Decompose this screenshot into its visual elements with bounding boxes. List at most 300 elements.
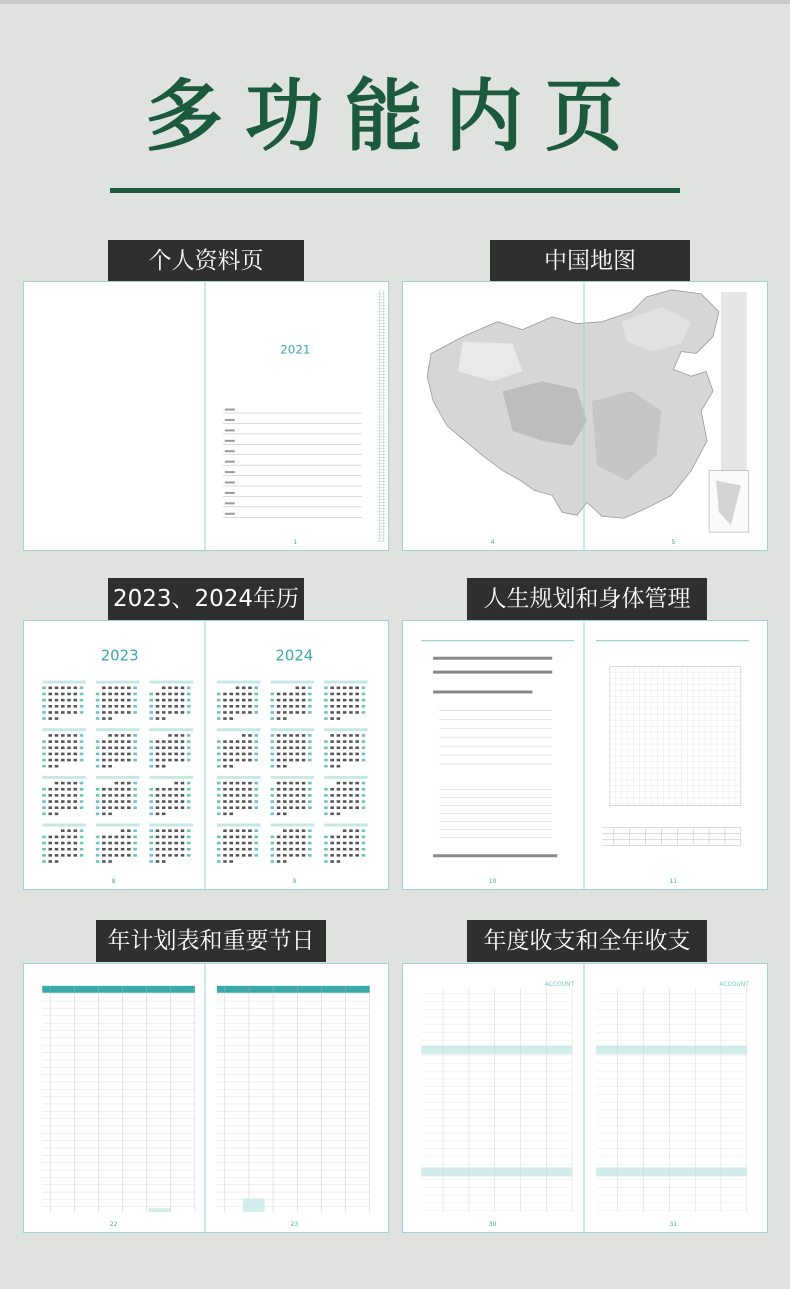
day-cell (324, 753, 328, 756)
day-cell (302, 687, 306, 690)
day-cell (343, 746, 347, 749)
day-cell (254, 800, 258, 803)
day-cell (187, 753, 191, 756)
day-cell (115, 854, 119, 857)
day-cell (121, 788, 125, 791)
day-cell (73, 693, 77, 696)
day-cell (73, 759, 77, 762)
day-cell (96, 699, 100, 702)
day-cell (349, 800, 353, 803)
day-cell (102, 836, 106, 839)
day-cell (248, 693, 252, 696)
day-cell (115, 753, 119, 756)
day-cell (80, 800, 84, 803)
day-cell (362, 746, 366, 749)
day-cell (324, 860, 328, 863)
month-header (217, 728, 261, 731)
day-cell (42, 860, 46, 863)
day-cell (168, 806, 172, 809)
day-cell (108, 765, 112, 768)
day-cell (48, 693, 52, 696)
day-cell (174, 854, 178, 857)
month-header (271, 823, 315, 826)
day-cell (229, 782, 233, 785)
day-cell (67, 699, 71, 702)
day-cell (61, 753, 65, 756)
day-cell (337, 717, 341, 720)
day-cell (289, 759, 293, 762)
day-cell (174, 794, 178, 797)
day-cell (349, 836, 353, 839)
day-cell (48, 717, 52, 720)
day-cell (330, 705, 334, 708)
day-cell (349, 705, 353, 708)
day-cell (254, 794, 258, 797)
day-cell (308, 782, 312, 785)
day-cell (96, 842, 100, 845)
month-header (96, 823, 140, 826)
day-cell (271, 788, 275, 791)
day-cell (283, 765, 287, 768)
day-cell (283, 836, 287, 839)
day-cell (73, 746, 77, 749)
day-cell (168, 740, 172, 743)
month-header (42, 776, 86, 779)
day-cell (223, 740, 227, 743)
day-cell (229, 788, 233, 791)
month-header (324, 776, 368, 779)
day-cell (330, 854, 334, 857)
day-cell (289, 854, 293, 857)
day-cell (277, 848, 281, 851)
day-cell (337, 746, 341, 749)
day-cell (187, 693, 191, 696)
day-cell (127, 794, 131, 797)
day-cell (162, 740, 166, 743)
day-cell (302, 711, 306, 714)
day-cell (330, 836, 334, 839)
day-cell (55, 705, 59, 708)
day-cell (108, 699, 112, 702)
day-cell (127, 788, 131, 791)
day-cell (343, 848, 347, 851)
day-cell (349, 829, 353, 832)
day-cell (149, 717, 153, 720)
day-cell (102, 693, 106, 696)
day-cell (254, 705, 258, 708)
day-cell (289, 734, 293, 737)
day-cell (42, 705, 46, 708)
day-cell (242, 753, 246, 756)
day-cell (67, 854, 71, 857)
day-cell (67, 842, 71, 845)
day-cell (302, 759, 306, 762)
day-cell (174, 753, 178, 756)
day-cell (355, 699, 359, 702)
day-cell (283, 806, 287, 809)
day-cell (236, 800, 240, 803)
day-cell (349, 740, 353, 743)
day-cell (271, 734, 275, 737)
calendar-page-left: 8 (111, 878, 116, 886)
day-cell (283, 740, 287, 743)
day-cell (133, 759, 137, 762)
day-cell (181, 794, 185, 797)
day-cell (277, 711, 281, 714)
day-cell (289, 746, 293, 749)
day-cell (330, 734, 334, 737)
day-cell (187, 794, 191, 797)
day-cell (187, 836, 191, 839)
day-cell (96, 705, 100, 708)
day-cell (174, 848, 178, 851)
day-cell (296, 829, 300, 832)
day-cell (174, 782, 178, 785)
day-cell (73, 705, 77, 708)
day-cell (174, 734, 178, 737)
day-cell (102, 842, 106, 845)
day-cell (127, 806, 131, 809)
day-cell (80, 746, 84, 749)
day-cell (108, 836, 112, 839)
day-cell (283, 854, 287, 857)
day-cell (223, 794, 227, 797)
day-cell (156, 717, 160, 720)
month-header (42, 681, 86, 684)
day-cell (355, 800, 359, 803)
day-cell (67, 740, 71, 743)
day-cell (55, 740, 59, 743)
day-cell (67, 782, 71, 785)
day-cell (181, 711, 185, 714)
day-cell (80, 788, 84, 791)
day-cell (127, 693, 131, 696)
day-cell (271, 848, 275, 851)
day-cell (55, 746, 59, 749)
day-cell (248, 806, 252, 809)
day-cell (42, 813, 46, 816)
day-cell (337, 740, 341, 743)
day-cell (248, 759, 252, 762)
day-cell (296, 788, 300, 791)
day-cell (48, 806, 52, 809)
day-cell (149, 759, 153, 762)
day-cell (330, 860, 334, 863)
day-cell (302, 800, 306, 803)
day-cell (48, 705, 52, 708)
day-cell (343, 788, 347, 791)
day-cell (337, 705, 341, 708)
day-cell (61, 693, 65, 696)
day-cell (61, 782, 65, 785)
day-cell (337, 800, 341, 803)
day-cell (133, 848, 137, 851)
day-cell (349, 842, 353, 845)
day-cell (108, 753, 112, 756)
day-cell (42, 854, 46, 857)
day-cell (349, 711, 353, 714)
day-cell (229, 860, 233, 863)
month-header (324, 728, 368, 731)
day-cell (187, 782, 191, 785)
day-cell (42, 848, 46, 851)
day-cell (67, 788, 71, 791)
day-cell (302, 746, 306, 749)
day-cell (289, 848, 293, 851)
day-cell (229, 800, 233, 803)
day-cell (156, 836, 160, 839)
day-cell (168, 746, 172, 749)
day-cell (223, 860, 227, 863)
day-cell (48, 746, 52, 749)
day-cell (355, 782, 359, 785)
day-cell (223, 711, 227, 714)
day-cell (289, 829, 293, 832)
day-cell (324, 746, 328, 749)
day-cell (73, 848, 77, 851)
day-cell (73, 794, 77, 797)
day-cell (283, 734, 287, 737)
day-cell (236, 753, 240, 756)
day-cell (248, 836, 252, 839)
day-cell (229, 711, 233, 714)
page-title: 多功能内页 (144, 71, 645, 162)
day-cell (162, 717, 166, 720)
day-cell (242, 842, 246, 845)
day-cell (355, 836, 359, 839)
day-cell (277, 782, 281, 785)
day-cell (242, 693, 246, 696)
day-cell (149, 860, 153, 863)
month-header (217, 776, 261, 779)
day-cell (289, 711, 293, 714)
day-cell (355, 794, 359, 797)
day-cell (283, 746, 287, 749)
day-cell (133, 699, 137, 702)
day-cell (343, 753, 347, 756)
day-cell (271, 711, 275, 714)
day-cell (48, 860, 52, 863)
day-cell (362, 699, 366, 702)
day-cell (248, 705, 252, 708)
day-cell (229, 842, 233, 845)
day-cell (162, 711, 166, 714)
day-cell (349, 848, 353, 851)
day-cell (236, 740, 240, 743)
day-cell (223, 854, 227, 857)
day-cell (61, 800, 65, 803)
day-cell (121, 711, 125, 714)
day-cell (330, 813, 334, 816)
day-cell (277, 854, 281, 857)
day-cell (162, 687, 166, 690)
day-cell (217, 746, 221, 749)
day-cell (296, 782, 300, 785)
day-cell (61, 687, 65, 690)
day-cell (121, 746, 125, 749)
day-cell (308, 699, 312, 702)
day-cell (302, 854, 306, 857)
day-cell (108, 687, 112, 690)
day-cell (330, 740, 334, 743)
day-cell (223, 813, 227, 816)
day-cell (229, 717, 233, 720)
day-cell (223, 765, 227, 768)
day-cell (362, 753, 366, 756)
day-cell (73, 782, 77, 785)
day-cell (308, 687, 312, 690)
day-cell (73, 753, 77, 756)
day-cell (330, 788, 334, 791)
day-cell (229, 836, 233, 839)
day-cell (349, 759, 353, 762)
day-cell (55, 836, 59, 839)
day-cell (223, 829, 227, 832)
day-cell (271, 860, 275, 863)
day-cell (73, 854, 77, 857)
day-cell (229, 813, 233, 816)
day-cell (271, 854, 275, 857)
day-cell (61, 854, 65, 857)
day-cell (80, 848, 84, 851)
day-cell (121, 753, 125, 756)
day-cell (277, 800, 281, 803)
profile-field-label (225, 440, 235, 442)
day-cell (133, 746, 137, 749)
day-cell (277, 788, 281, 791)
day-cell (73, 788, 77, 791)
day-cell (229, 806, 233, 809)
day-cell (349, 746, 353, 749)
day-cell (324, 759, 328, 762)
day-cell (254, 788, 258, 791)
day-cell (337, 693, 341, 696)
day-cell (283, 794, 287, 797)
day-cell (343, 806, 347, 809)
day-cell (308, 705, 312, 708)
calendar-page-right: 9 (292, 878, 297, 886)
day-cell (181, 782, 185, 785)
day-cell (296, 699, 300, 702)
section-label-map: 中国地图 (490, 240, 690, 282)
day-cell (168, 693, 172, 696)
day-cell (181, 687, 185, 690)
day-cell (168, 842, 172, 845)
day-cell (67, 746, 71, 749)
day-cell (121, 836, 125, 839)
day-cell (162, 759, 166, 762)
day-cell (296, 693, 300, 696)
day-cell (349, 687, 353, 690)
day-cell (115, 746, 119, 749)
day-cell (254, 753, 258, 756)
day-cell (96, 740, 100, 743)
day-cell (308, 836, 312, 839)
month-header (271, 776, 315, 779)
day-cell (223, 693, 227, 696)
day-cell (254, 829, 258, 832)
day-cell (289, 836, 293, 839)
day-cell (242, 746, 246, 749)
day-cell (296, 740, 300, 743)
day-cell (296, 759, 300, 762)
day-cell (277, 693, 281, 696)
day-cell (324, 848, 328, 851)
day-cell (174, 693, 178, 696)
day-cell (271, 813, 275, 816)
day-cell (248, 800, 252, 803)
day-cell (127, 753, 131, 756)
day-cell (174, 800, 178, 803)
day-cell (343, 740, 347, 743)
day-cell (236, 829, 240, 832)
day-cell (102, 794, 106, 797)
day-cell (362, 788, 366, 791)
day-cell (55, 800, 59, 803)
day-cell (108, 759, 112, 762)
day-cell (48, 740, 52, 743)
day-cell (343, 705, 347, 708)
day-cell (67, 687, 71, 690)
day-cell (80, 705, 84, 708)
day-cell (229, 759, 233, 762)
day-cell (102, 813, 106, 816)
day-cell (162, 699, 166, 702)
day-cell (108, 711, 112, 714)
day-cell (337, 806, 341, 809)
day-cell (149, 693, 153, 696)
day-cell (115, 836, 119, 839)
day-cell (121, 848, 125, 851)
day-cell (271, 705, 275, 708)
day-cell (42, 806, 46, 809)
day-cell (283, 705, 287, 708)
day-cell (115, 705, 119, 708)
day-cell (149, 746, 153, 749)
day-cell (223, 782, 227, 785)
day-cell (229, 829, 233, 832)
day-cell (42, 740, 46, 743)
day-cell (271, 746, 275, 749)
day-cell (156, 794, 160, 797)
day-cell (156, 693, 160, 696)
day-cell (115, 794, 119, 797)
month-header (96, 681, 140, 684)
day-cell (48, 788, 52, 791)
day-cell (187, 705, 191, 708)
day-cell (254, 687, 258, 690)
day-cell (330, 717, 334, 720)
day-cell (254, 734, 258, 737)
day-cell (308, 711, 312, 714)
section-label-calendar: 2023、2024年历 (108, 578, 304, 620)
day-cell (48, 759, 52, 762)
day-cell (48, 848, 52, 851)
day-cell (362, 848, 366, 851)
day-cell (283, 860, 287, 863)
day-cell (181, 800, 185, 803)
day-cell (127, 705, 131, 708)
day-cell (61, 806, 65, 809)
day-cell (61, 848, 65, 851)
day-cell (324, 740, 328, 743)
day-cell (277, 740, 281, 743)
day-cell (102, 753, 106, 756)
day-cell (271, 740, 275, 743)
day-cell (217, 759, 221, 762)
day-cell (277, 813, 281, 816)
day-cell (271, 765, 275, 768)
